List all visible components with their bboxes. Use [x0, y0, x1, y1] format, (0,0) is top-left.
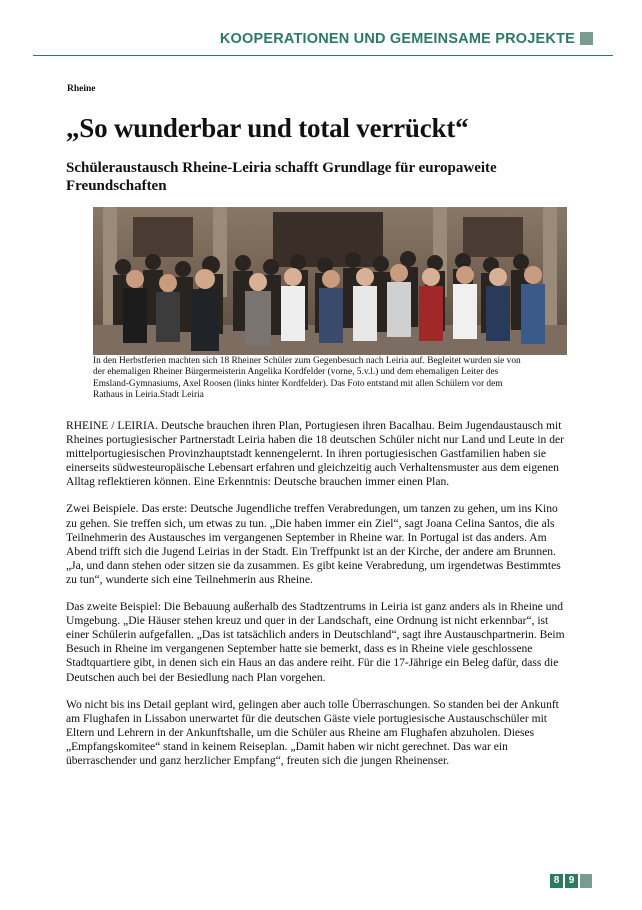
location-tag: Rheine [67, 84, 96, 94]
page-number-marker [580, 874, 592, 888]
paragraph: Wo nicht bis ins Detail geplant wird, gelingen aber auch tolle Überraschungen. So standen bei der Ankunft am Flughafen in Lissabon unerwartet für die deutschen Gäste viele portugiesische Austauschschüler mit Eltern und Lehrern in der Ankunftshalle, um die Schüler aus Rheine am Flughafen abzuholen. Dieses „Empfangskomitee“ stand in keinem Reiseplan. „Damit haben wir nicht gerechnet. Das war ein überraschender und ganz herzlicher Empfang“, freuten sich die jungen Rheinenser. [66, 698, 559, 767]
group-photo-illustration [93, 207, 567, 355]
photo-caption: In den Herbstferien machten sich 18 Rheiner Schüler zum Gegenbesuch nach Leiria auf. Begleitet wurden sie von der ehemaligen Rheiner Bürgermeisterin Angelika Kordfelder (vorne, 5.v.l.) und dem ehemaligen Leiter des Emsland-Gymnasiums, Axel Roosen (links hinter Kordfelder). Das Foto entstand mit allen Schülern vor dem Rathaus in Leiria.Stadt Leiria [93, 356, 521, 400]
headline: „So wunderbar und total verrückt“ [66, 113, 469, 143]
section-header [33, 28, 593, 56]
header-rule [33, 55, 613, 56]
page-number-right: 9 [565, 874, 578, 888]
paragraph: Das zweite Beispiel: Die Bebauung außerhalb des Stadtzentrums in Leiria ist ganz anders als in Rheine und Umgebung. „Die Häuser stehen kreuz und quer in der Landschaft, eine Ordnung ist nicht erkennbar“, ist einer Schülerin aufgefallen. „Das ist tatsächlich anders in Deutschland“, sagt ihre Austauschpartnerin. Beim Besuch in Rheine im vergangenen September hatte sie bemerkt, dass es in Rheine viele geschlossene Stadtquartiere gibt, in denen sich ein Haus an das andere reiht. Für die 17-Jährige ein Beleg dafür, dass die Deutschen auch bei der Besiedlung nach Plan vorgehen. [66, 601, 565, 684]
header-square-icon [580, 32, 593, 45]
group-photo [93, 207, 567, 355]
subheadline: Schüleraustausch Rheine-Leiria schafft Grundlage für europaweite Freundschaften [66, 160, 497, 194]
paragraph: Zwei Beispiele. Das erste: Deutsche Jugendliche treffen Verabredungen, um tanzen zu gehen, um ins Kino zu gehen. Sie treffen sich, um etwas zu tun. „Die haben immer ein Ziel“, sagt Joana Celina Santos, die als Teilnehmerin des Austausches im vergangenen September in Rheine war. In Portugal ist das anders. Am Abend trifft sich die Jugend Leirias in der Stadt. Ein Treffpunkt ist an der Kirche, der andere am Brunnen. „Ja, und dann stehen oder sitzen sie da zusammen. Es gibt keine Verabredung, um irgendetwas Bestimmtes zu tun“, wunderte sich eine Teilnehmerin aus Rheine. [66, 503, 561, 586]
page-numbers [550, 874, 592, 888]
section-title: KOOPERATIONEN UND GEMEINSAME PROJEKTE [219, 31, 575, 47]
article-body [66, 419, 570, 781]
paragraph: RHEINE / LEIRIA. Deutsche brauchen ihren Plan, Portugiesen ihren Bacalhau. Beim Jugendaustausch mit Rheines portugiesischer Partnerstadt Leiria haben die 18 deutschen Schüler nicht nur Land und Leute in der mittelportugiesischen Provinzhauptstadt kennengelernt. In ihren portugiesischen Gastfamilien haben sie einerseits südwesteuropäische Lebensart erfahren und gleichzeitig auch Verhaltensmuster aus dem eigenen Alltag reflektieren können. Eine Erkenntnis: Deutsche brauchen immer einen Plan. [66, 420, 564, 489]
page-number-left: 8 [550, 874, 563, 888]
